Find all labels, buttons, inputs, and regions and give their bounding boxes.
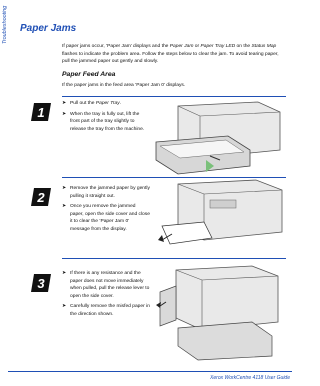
footer-divider	[8, 371, 292, 372]
section-intro: If the paper jams in the feed area ‘Paper Jam 0’ displays.	[62, 83, 186, 88]
step-divider	[62, 258, 286, 259]
list-item: ➤ When the tray is fully out, lift the front part of the tray slightly to release the tray from the machine.	[62, 111, 145, 132]
list-item: ➤ Once you remove the jammed paper, open the side cover and close it to clear the ‘Paper Jam 0’ message from the display.	[62, 204, 150, 232]
pull-out-tray-illustration	[148, 98, 288, 178]
step-number-badge-icon	[30, 186, 52, 208]
step-2-instructions	[62, 185, 150, 237]
open-side-cover-illustration	[152, 262, 288, 362]
step-3-instructions	[62, 270, 150, 322]
step-number-badge-icon	[30, 272, 52, 294]
step-1-instructions	[62, 100, 150, 136]
chapter-side-label: Troubleshooting	[2, 6, 8, 45]
list-item: ➤ Carefully remove the misfed paper in the direction shown.	[62, 304, 150, 317]
list-item: ➤ Pull out the Paper Tray.	[62, 101, 122, 106]
step-number-badge-icon	[30, 101, 52, 123]
list-item: ➤ Remove the jammed paper by gently pulling it straight out.	[62, 186, 150, 199]
intro-paragraph: If paper jams occur, ‘Paper Jam’ displays and the Paper Jam or Paper Tray LED on the Status Map flashes to indicate the problem area. Follow the steps below to clear the jam. To avoid tearing paper, pull the jammed paper out gently and slowly.	[62, 44, 279, 65]
step-number: 3	[37, 276, 45, 291]
remove-jammed-paper-illustration	[148, 178, 288, 258]
footer-guide-title: Xerox WorkCentre 4118 User Guide	[210, 375, 290, 381]
step-number: 1	[37, 105, 45, 120]
section-heading: Paper Feed Area	[62, 71, 116, 78]
step-number: 2	[37, 190, 45, 205]
list-item: ➤ If there is any resistance and the paper does not move immediately when pulled, pull the release lever to open the side cover.	[62, 271, 150, 299]
step-divider	[62, 96, 286, 97]
page-title: Paper Jams	[20, 23, 77, 34]
